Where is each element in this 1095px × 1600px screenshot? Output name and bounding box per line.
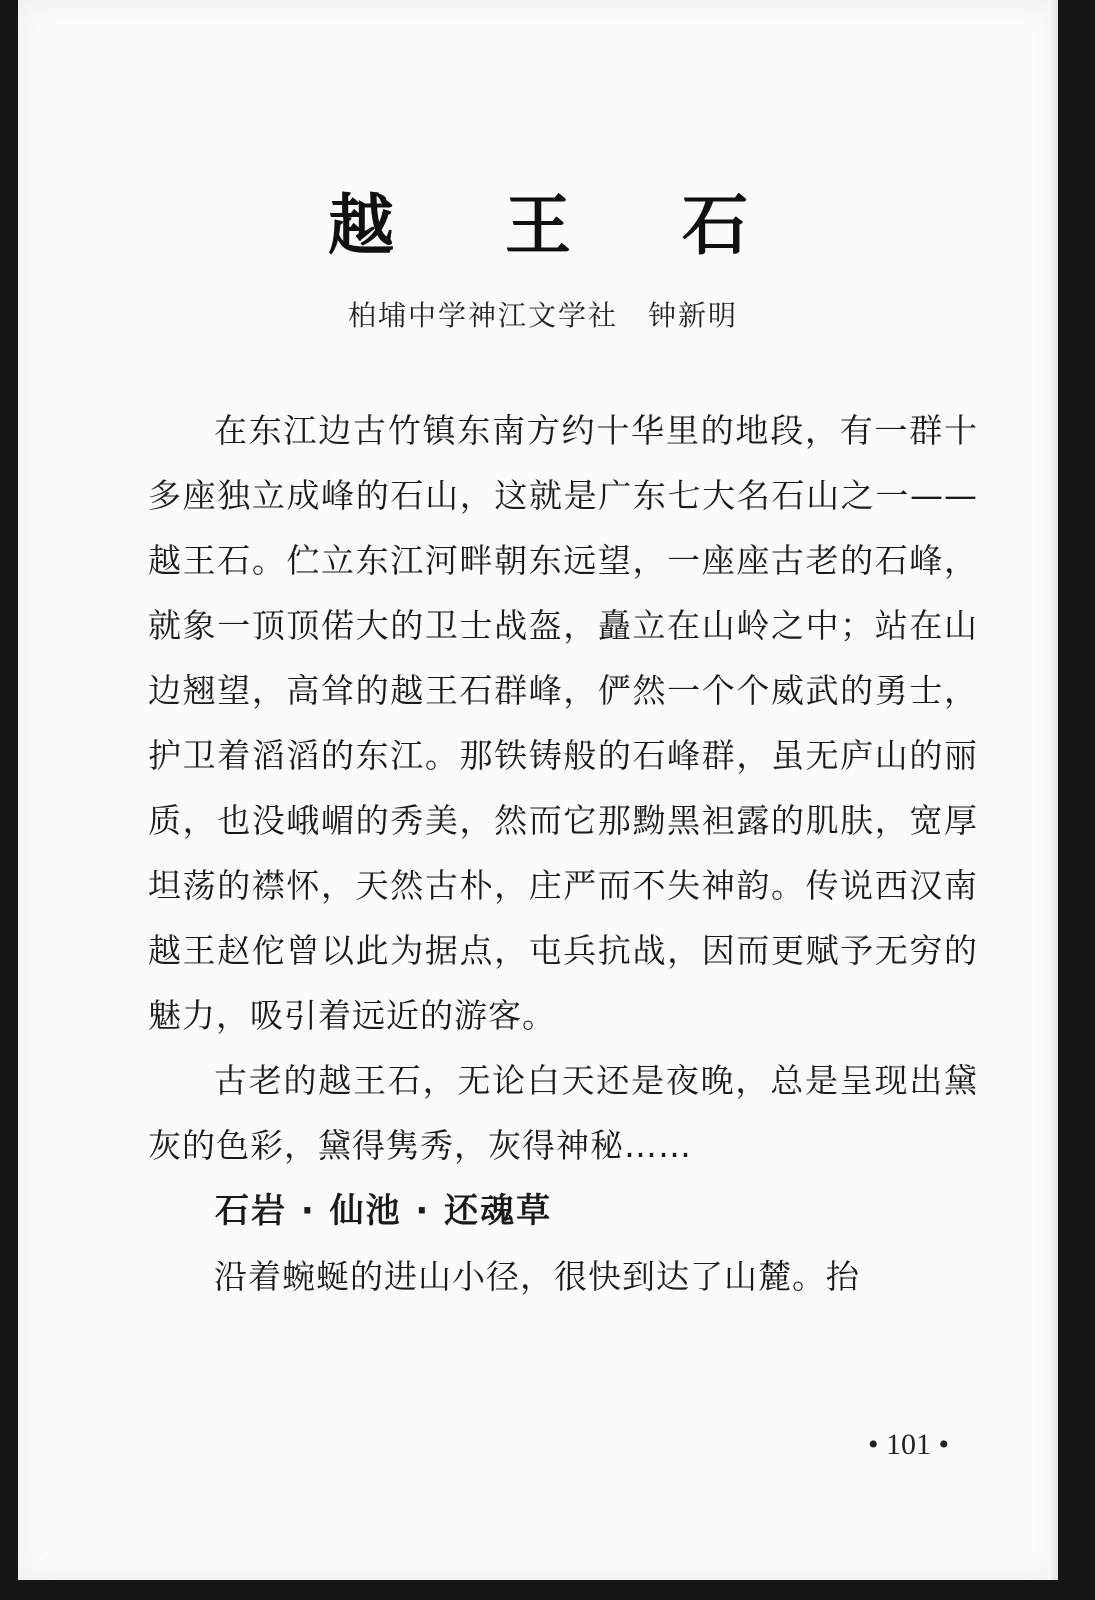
section-heading: 石岩 · 仙池 · 还魂草 — [215, 1191, 553, 1231]
section-paragraph-1: 沿着蜿蜒的进山小径，很快到达了山麓。抬 — [214, 1257, 860, 1296]
article-body — [148, 398, 978, 1309]
article-title: 越 王 石 — [328, 186, 792, 264]
school-name: 柏埔中学神江文学社 — [348, 299, 619, 332]
paragraph-1: 在东江边古竹镇东南方约十华里的地段，有一群十多座独立成峰的石山，这就是广东七大名石山之一——越王石。伫立东江河畔朝东远望，一座座古老的石峰，就象一顶顶偌大的卫士战盔，矗立在山岭之中；站在山边翘望，高耸的越王石群峰，俨然一个个威武的勇士，护卫着滔滔的东江。那铁铸般的石峰群，虽无庐山的丽质，也没峨嵋的秀美，然而它那黝黑袒露的肌肤，宽厚坦荡的襟怀，天然古朴，庄严而不失神韵。传说西汉南越王赵佗曾以此为据点，屯兵抗战，因而更赋予无穷的魅力，吸引着远近的游客。 — [148, 411, 978, 1035]
author-name: 钟新明 — [648, 299, 739, 332]
page-number: • 101 • — [868, 1428, 950, 1461]
paragraph-2: 古老的越王石，无论白天还是夜晚，总是呈现出黛灰的色彩，黛得隽秀，灰得神秘…… — [148, 1061, 978, 1165]
byline — [348, 298, 738, 334]
book-page — [18, 0, 1058, 1580]
